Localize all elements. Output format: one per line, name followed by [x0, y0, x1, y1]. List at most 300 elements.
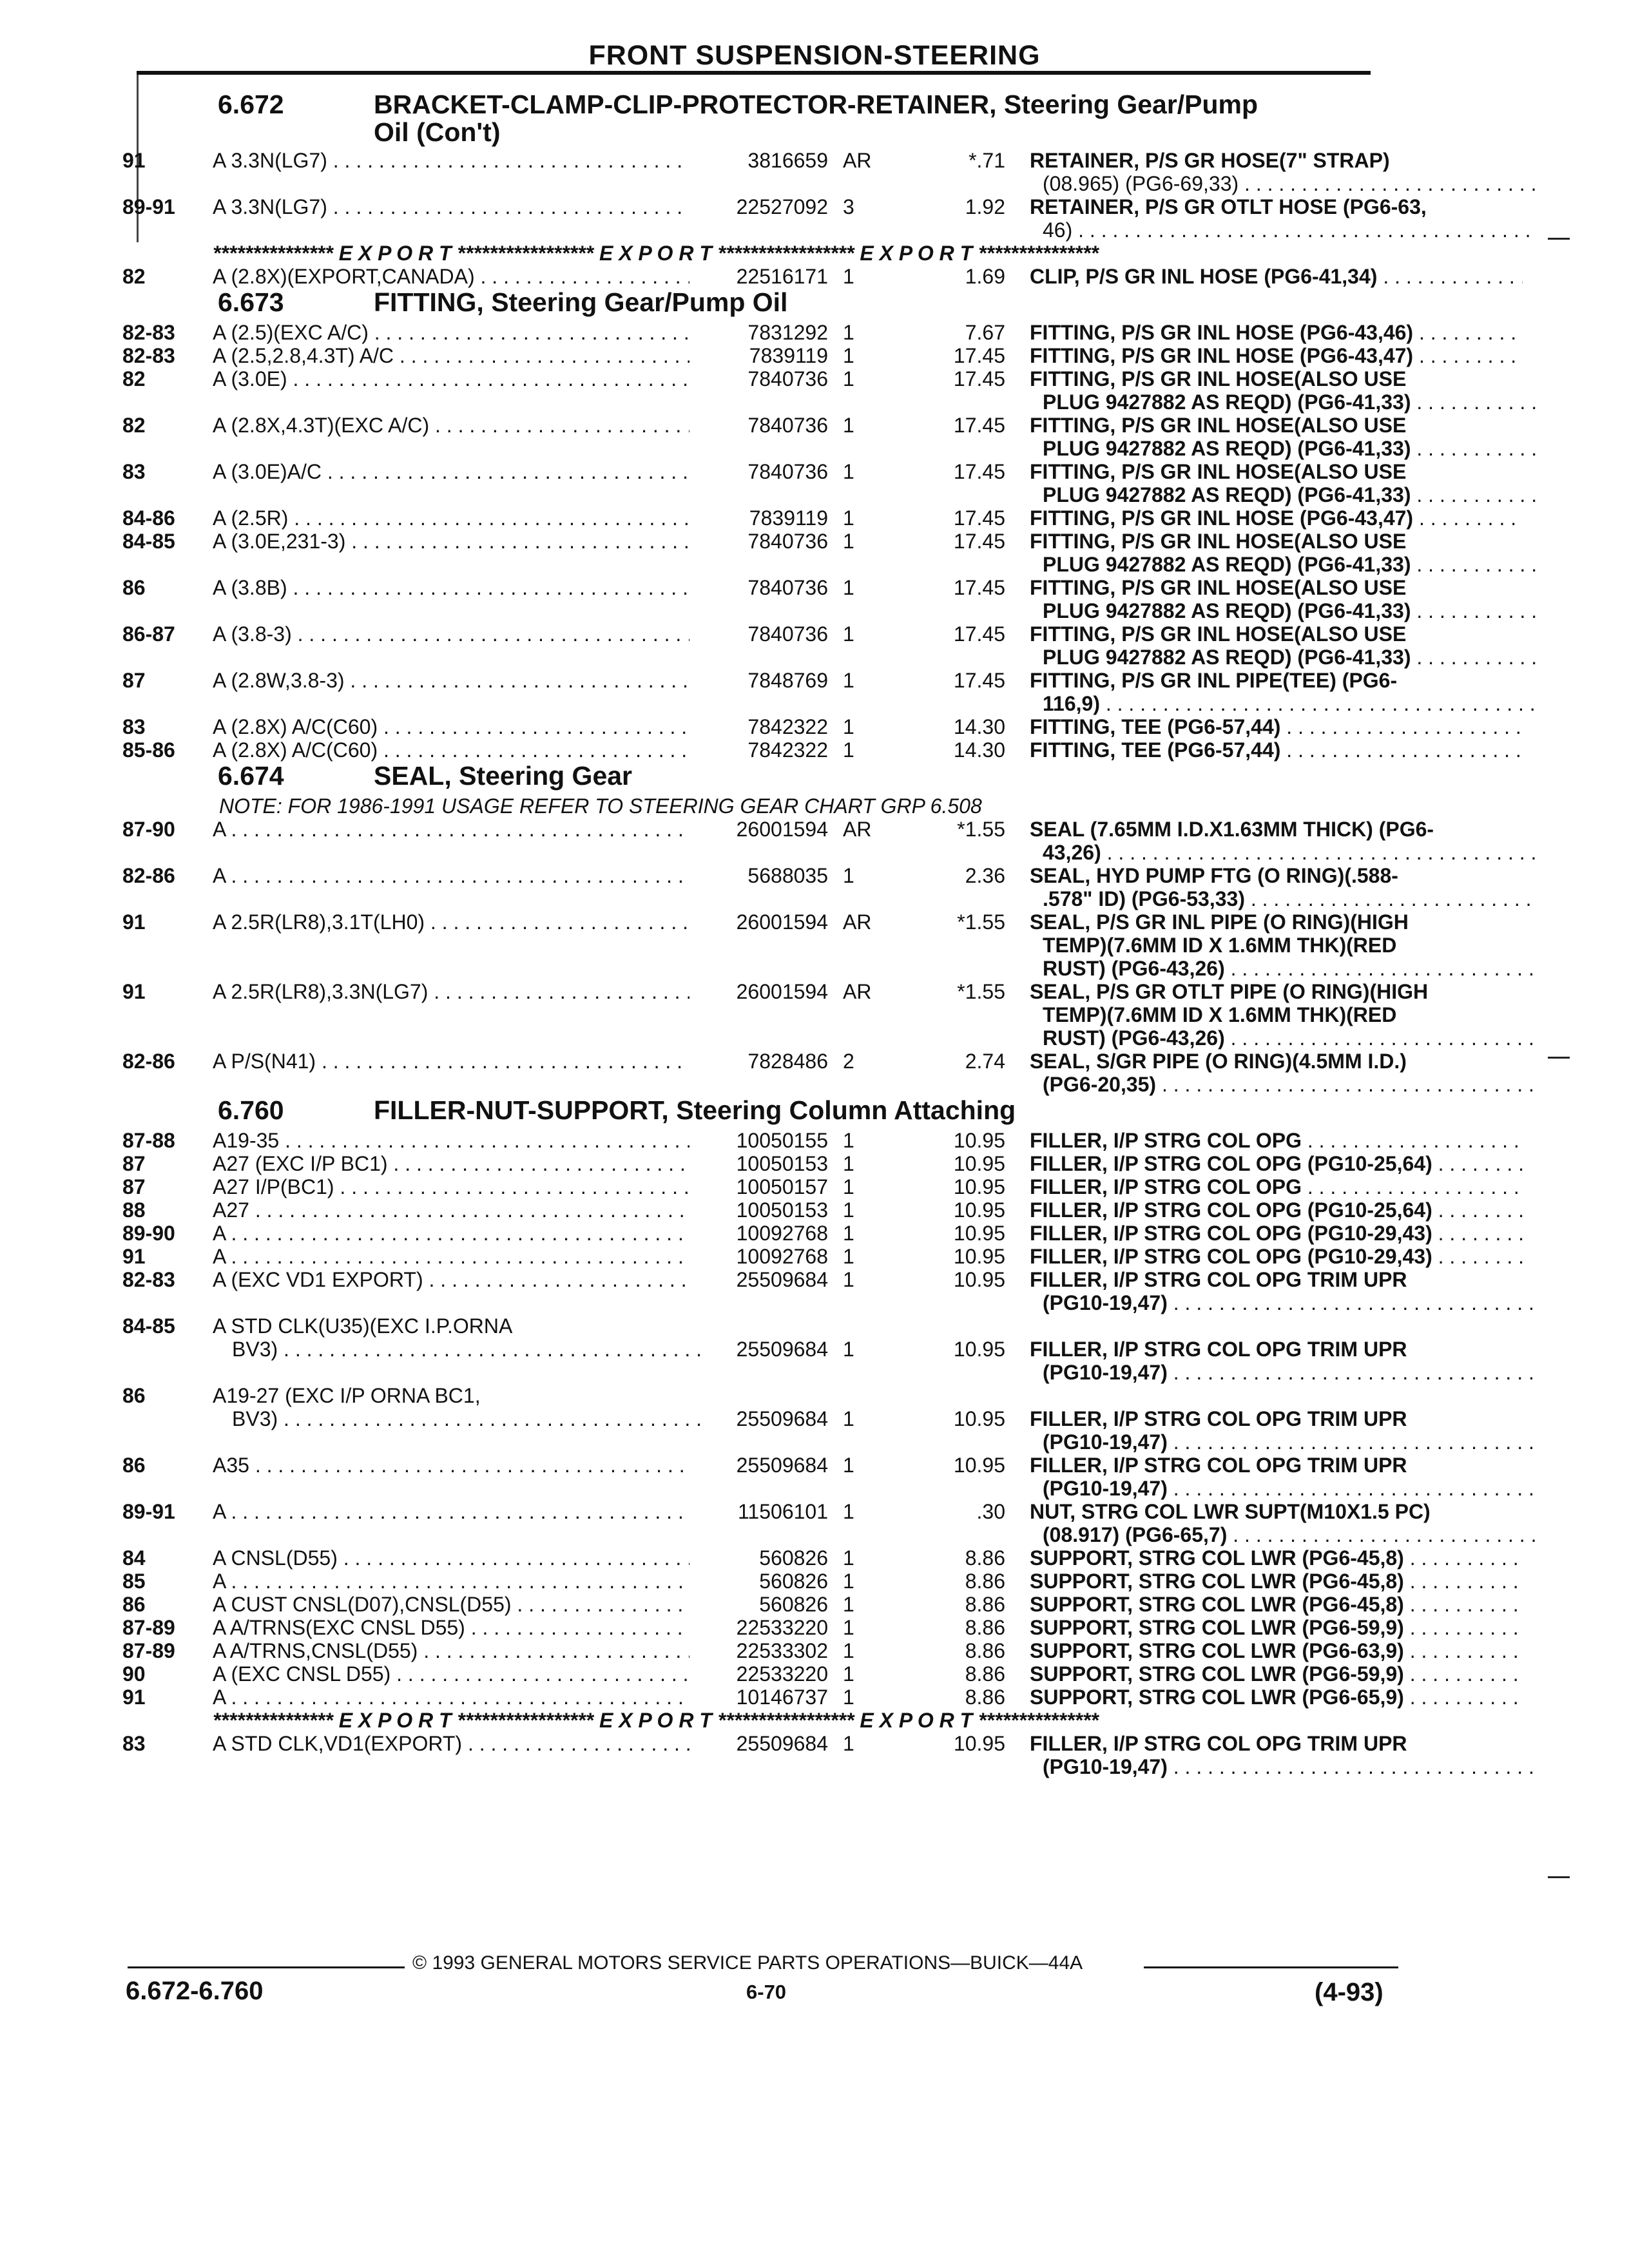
part-description: FILLER, I/P STRG COL OPG TRIM UPR: [1030, 1338, 1407, 1361]
quantity: 1: [843, 414, 854, 437]
price: 10.95: [953, 1407, 1005, 1430]
model-years: 82-83: [122, 1268, 175, 1291]
section-title: FILLER-NUT-SUPPORT, Steering Column Attaching: [374, 1095, 1016, 1125]
note-row: [122, 794, 1385, 818]
section-number: 6.673: [218, 287, 284, 317]
part-description-cont: (08.965) (PG6-69,33) . . .: [1043, 172, 1536, 195]
application: A (3.8B) . . .: [213, 576, 689, 599]
application: A (2.8X) A/C(C60) . . .: [213, 738, 689, 762]
quantity: 1: [843, 460, 854, 483]
list-item-continuation: [122, 553, 1411, 576]
model-years: 86: [122, 576, 146, 599]
price: 17.45: [953, 460, 1005, 483]
part-description: FILLER, I/P STRG COL OPG (PG10-29,43) . . .: [1030, 1245, 1523, 1268]
part-description-cont: PLUG 9427882 AS REQD) (PG6-41,33) . . .: [1043, 599, 1536, 622]
part-number: 25509684: [736, 1732, 828, 1755]
model-years: 82: [122, 367, 146, 390]
application: A 3.3N(LG7) . . .: [213, 195, 689, 218]
part-description: FITTING, TEE (PG6-57,44) . . .: [1030, 715, 1523, 738]
part-number: 10092768: [736, 1222, 828, 1245]
quantity: 1: [843, 1338, 854, 1361]
list-item-continuation: [122, 1026, 1385, 1050]
application: A 2.5R(LR8),3.1T(LH0) . . .: [213, 910, 689, 934]
part-description: FILLER, I/P STRG COL OPG (PG10-29,43) . . .: [1030, 1222, 1523, 1245]
price: 17.45: [953, 622, 1005, 646]
quantity: 1: [843, 1129, 854, 1152]
model-years: 89-91: [122, 195, 175, 218]
application: A (2.8W,3.8-3) . . .: [213, 669, 689, 692]
part-description-cont: (PG10-19,47) . . .: [1043, 1430, 1536, 1454]
part-number: 22516171: [736, 265, 828, 288]
application: A (EXC VD1 EXPORT) . . .: [213, 1268, 689, 1291]
section-title: BRACKET-CLAMP-CLIP-PROTECTOR-RETAINER, Steering Gear/Pump: [374, 90, 1258, 119]
part-description-cont: PLUG 9427882 AS REQD) (PG6-41,33) . . .: [1043, 553, 1536, 576]
list-item-continuation: [122, 957, 1385, 980]
part-description: FITTING, P/S GR INL HOSE (PG6-43,47) . . .: [1030, 506, 1523, 530]
part-number: 5688035: [747, 864, 828, 887]
part-number: 560826: [759, 1593, 828, 1616]
price: 7.67: [965, 321, 1005, 344]
quantity: 1: [843, 1222, 854, 1245]
model-years: 86: [122, 1593, 146, 1616]
model-years: 89-90: [122, 1222, 175, 1245]
model-years: 90: [122, 1662, 146, 1686]
part-description: FITTING, P/S GR INL HOSE(ALSO USE: [1030, 367, 1407, 390]
price: 10.95: [953, 1152, 1005, 1175]
model-years: 87-89: [122, 1639, 175, 1662]
list-item: [122, 1546, 1404, 1570]
list-item: [122, 1384, 1385, 1407]
list-item-continuation: [122, 599, 1411, 622]
part-description: FITTING, P/S GR INL HOSE(ALSO USE: [1030, 622, 1407, 646]
list-item-continuation: [122, 1755, 1385, 1778]
part-description: FITTING, P/S GR INL HOSE (PG6-43,46) . . .: [1030, 321, 1523, 344]
section-6674-rows: [122, 818, 1434, 1096]
part-number: 26001594: [736, 910, 828, 934]
application: A 3.3N(LG7) . . .: [213, 149, 689, 172]
quantity: 1: [843, 1175, 854, 1198]
list-item: [122, 910, 1409, 934]
part-number: 7831292: [747, 321, 828, 344]
footer-page-number: 6-70: [746, 1981, 787, 2003]
price: 17.45: [953, 530, 1005, 553]
part-description: SEAL, S/GR PIPE (O RING)(4.5MM I.D.): [1030, 1050, 1407, 1073]
part-description: FILLER, I/P STRG COL OPG (PG10-25,64) . . .: [1030, 1198, 1523, 1222]
part-description: FITTING, TEE (PG6-57,44) . . .: [1030, 738, 1523, 762]
section-heading-6673: [122, 287, 1385, 321]
quantity: AR: [843, 980, 872, 1003]
model-years: 84-85: [122, 530, 175, 553]
application: A27 I/P(BC1) . . .: [213, 1175, 689, 1198]
application: A A/TRNS(EXC CNSL D55) . . .: [213, 1616, 689, 1639]
application: A . . .: [213, 1222, 689, 1245]
application: A19-35 . . .: [213, 1129, 689, 1152]
part-description: RETAINER, P/S GR OTLT HOSE (PG6-63,: [1030, 195, 1427, 218]
application: A CUST CNSL(D07),CNSL(D55) . . .: [213, 1593, 689, 1616]
footer-copyright: © 1993 GENERAL MOTORS SERVICE PARTS OPERATIONS—BUICK—44A: [412, 1952, 1083, 1974]
part-number: 26001594: [736, 980, 828, 1003]
list-item: [122, 1175, 1385, 1198]
price: 8.86: [965, 1639, 1005, 1662]
list-item-continuation: [122, 1477, 1385, 1500]
part-description: SEAL, HYD PUMP FTG (O RING)(.588-: [1030, 864, 1398, 887]
list-item-continuation: [122, 1430, 1385, 1454]
price: *1.55: [957, 818, 1005, 841]
quantity: 1: [843, 715, 854, 738]
page-header-title: FRONT SUSPENSION-STEERING: [588, 40, 1041, 71]
list-item: [122, 367, 1407, 390]
section-number: 6.672: [218, 90, 284, 119]
quantity: 1: [843, 669, 854, 692]
part-description: FILLER, I/P STRG COL OPG TRIM UPR: [1030, 1407, 1407, 1430]
part-description: SUPPORT, STRG COL LWR (PG6-45,8) . . .: [1030, 1570, 1523, 1593]
list-item: [122, 669, 1398, 692]
application: A . . .: [213, 864, 689, 887]
application: A (2.5,2.8,4.3T) A/C . . .: [213, 344, 689, 367]
quantity: AR: [843, 149, 872, 172]
footer-date: (4-93): [1315, 1978, 1383, 2006]
quantity: 1: [843, 1593, 854, 1616]
list-item-continuation: [122, 1291, 1385, 1314]
export-banner-row: [122, 242, 1385, 265]
application: A . . .: [213, 1245, 689, 1268]
section-number: 6.760: [218, 1095, 284, 1125]
price: 2.74: [965, 1050, 1005, 1073]
price: *1.55: [957, 980, 1005, 1003]
quantity: 1: [843, 1639, 854, 1662]
list-item-continuation: [122, 437, 1411, 460]
quantity: 1: [843, 367, 854, 390]
price: .30: [976, 1500, 1005, 1523]
part-description-cont: (08.917) (PG6-65,7) . . .: [1043, 1523, 1536, 1546]
model-years: 86-87: [122, 622, 175, 646]
list-item: [122, 1732, 1407, 1755]
part-description-cont: (PG10-19,47) . . .: [1043, 1291, 1536, 1314]
section-heading-6760: [122, 1095, 1385, 1129]
list-item-continuation: [122, 646, 1411, 669]
part-number: 7840736: [747, 367, 828, 390]
margin-mark: [1548, 1876, 1570, 1878]
model-years: 84-85: [122, 1314, 175, 1338]
model-years: 83: [122, 460, 146, 483]
part-description: FILLER, I/P STRG COL OPG (PG10-25,64) . . .: [1030, 1152, 1523, 1175]
part-number: 7840736: [747, 414, 828, 437]
price: 10.95: [953, 1129, 1005, 1152]
list-item: [122, 980, 1429, 1003]
quantity: AR: [843, 910, 872, 934]
price: 14.30: [953, 738, 1005, 762]
price: 8.86: [965, 1546, 1005, 1570]
list-item: [122, 1314, 1385, 1338]
model-years: 91: [122, 910, 146, 934]
quantity: 1: [843, 1500, 854, 1523]
section-6760-rows: [122, 1129, 1432, 1778]
list-item-continuation: [122, 1003, 1397, 1026]
list-item-continuation: [122, 692, 1385, 715]
export-banner-row: [122, 1709, 1385, 1732]
part-number: 7842322: [747, 738, 828, 762]
quantity: 1: [843, 864, 854, 887]
part-number: 560826: [759, 1546, 828, 1570]
part-description: SUPPORT, STRG COL LWR (PG6-45,8) . . .: [1030, 1593, 1523, 1616]
model-years: 83: [122, 1732, 146, 1755]
list-item: [122, 1500, 1431, 1523]
list-item: [122, 576, 1407, 599]
usage-note: NOTE: FOR 1986-1991 USAGE REFER TO STEERING GEAR CHART GRP 6.508: [219, 794, 982, 818]
part-description: FITTING, P/S GR INL PIPE(TEE) (PG6-: [1030, 669, 1398, 692]
list-item: [122, 1639, 1404, 1662]
list-item-continuation: [122, 1361, 1385, 1384]
part-number: 25509684: [736, 1407, 828, 1430]
part-description: SUPPORT, STRG COL LWR (PG6-65,9) . . .: [1030, 1686, 1523, 1709]
list-item: [122, 1198, 1432, 1222]
part-description-cont: 116,9) . . .: [1043, 692, 1536, 715]
part-description: SEAL (7.65MM I.D.X1.63MM THICK) (PG6-: [1030, 818, 1434, 841]
application: A (2.5R) . . .: [213, 506, 689, 530]
model-years: 89-91: [122, 1500, 175, 1523]
list-item: [122, 149, 1390, 172]
application: A . . .: [213, 818, 689, 841]
part-number: 10092768: [736, 1245, 828, 1268]
model-years: 86: [122, 1384, 146, 1407]
section-number: 6.674: [218, 761, 284, 791]
price: 1.92: [965, 195, 1005, 218]
footer-rule-right: [1144, 1966, 1398, 1968]
application: A (2.8X,4.3T)(EXC A/C) . . .: [213, 414, 689, 437]
list-item: [122, 414, 1407, 437]
list-item-continuation: [122, 934, 1397, 957]
list-item: [122, 1245, 1432, 1268]
part-number: 22533302: [736, 1639, 828, 1662]
export-banner: *************** E X P O R T ***************** E X P O R T ***************** E X P O R T ***************: [213, 1709, 1099, 1732]
part-number: 7848769: [747, 669, 828, 692]
list-item: [122, 1686, 1404, 1709]
application: A19-27 (EXC I/P ORNA BC1,: [213, 1384, 481, 1407]
quantity: 1: [843, 738, 854, 762]
price: 10.95: [953, 1454, 1005, 1477]
model-years: 91: [122, 980, 146, 1003]
list-item: [122, 1050, 1407, 1073]
model-years: 91: [122, 149, 146, 172]
application: A (3.8-3) . . .: [213, 622, 689, 646]
list-item: [122, 1152, 1432, 1175]
price: *.71: [969, 149, 1005, 172]
part-description: FITTING, P/S GR INL HOSE(ALSO USE: [1030, 576, 1407, 599]
list-item-continuation: [122, 887, 1385, 910]
model-years: 91: [122, 1686, 146, 1709]
part-description-cont: (PG10-19,47) . . .: [1043, 1755, 1536, 1778]
application: A STD CLK,VD1(EXPORT) . . .: [213, 1732, 689, 1755]
application: A27 . . .: [213, 1198, 689, 1222]
part-description-cont: (PG10-19,47) . . .: [1043, 1361, 1536, 1384]
quantity: 1: [843, 576, 854, 599]
model-years: 87-89: [122, 1616, 175, 1639]
price: 2.36: [965, 864, 1005, 887]
footer-rule-left: [128, 1966, 405, 1968]
application: A P/S(N41) . . .: [213, 1050, 689, 1073]
list-item-continuation: [122, 218, 1385, 242]
application: A (3.0E) . . .: [213, 367, 689, 390]
list-item: [122, 715, 1385, 738]
quantity: 1: [843, 506, 854, 530]
list-item: [122, 530, 1407, 553]
part-number: 10146737: [736, 1686, 828, 1709]
part-description: FILLER, I/P STRG COL OPG . . .: [1030, 1175, 1523, 1198]
price: 17.45: [953, 344, 1005, 367]
part-description-cont: (PG6-20,35) . . .: [1043, 1073, 1536, 1096]
part-description-cont: (PG10-19,47) . . .: [1043, 1477, 1536, 1500]
part-number: 22527092: [736, 195, 828, 218]
model-years: 84: [122, 1546, 146, 1570]
list-item: [122, 1129, 1385, 1152]
part-description: FILLER, I/P STRG COL OPG TRIM UPR: [1030, 1454, 1407, 1477]
price: 8.86: [965, 1662, 1005, 1686]
model-years: 88: [122, 1198, 146, 1222]
part-description-cont: TEMP)(7.6MM ID X 1.6MM THK)(RED: [1043, 934, 1397, 957]
quantity: 1: [843, 530, 854, 553]
quantity: 1: [843, 622, 854, 646]
list-item: [122, 1662, 1404, 1686]
part-number: 3816659: [747, 149, 828, 172]
price: 8.86: [965, 1616, 1005, 1639]
list-item: [122, 818, 1434, 841]
part-number: 10050157: [736, 1175, 828, 1198]
part-description-cont: 43,26) . . .: [1043, 841, 1536, 864]
quantity: 1: [843, 1662, 854, 1686]
header-rule: [137, 71, 1371, 75]
part-number: 7842322: [747, 715, 828, 738]
part-number: 22533220: [736, 1616, 828, 1639]
part-description: SEAL, P/S GR INL PIPE (O RING)(HIGH: [1030, 910, 1409, 934]
list-item: [122, 1268, 1407, 1291]
application: A (2.5)(EXC A/C) . . .: [213, 321, 689, 344]
price: 10.95: [953, 1175, 1005, 1198]
price: 10.95: [953, 1268, 1005, 1291]
list-item-continuation: [122, 390, 1411, 414]
price: *1.55: [957, 910, 1005, 934]
list-item: [122, 506, 1414, 530]
list-item: [122, 321, 1414, 344]
model-years: 82-83: [122, 344, 175, 367]
list-item-continuation: [122, 1073, 1385, 1096]
application: A35 . . .: [213, 1454, 689, 1477]
list-item: [122, 344, 1414, 367]
quantity: 1: [843, 1407, 854, 1430]
part-number: 10050153: [736, 1152, 828, 1175]
model-years: 83: [122, 715, 146, 738]
part-number: 22533220: [736, 1662, 828, 1686]
model-years: 87: [122, 669, 146, 692]
list-item-continuation: [122, 1338, 1407, 1361]
part-description: FILLER, I/P STRG COL OPG . . .: [1030, 1129, 1523, 1152]
price: 17.45: [953, 367, 1005, 390]
part-description-cont: PLUG 9427882 AS REQD) (PG6-41,33) . . .: [1043, 483, 1536, 506]
application: A STD CLK(U35)(EXC I.P.ORNA: [213, 1314, 513, 1338]
export-banner: *************** E X P O R T ***************** E X P O R T ***************** E X P O R T ***************: [213, 242, 1099, 265]
price: 8.86: [965, 1686, 1005, 1709]
margin-mark: [1548, 1057, 1570, 1059]
part-description-cont: RUST) (PG6-43,26) . . .: [1043, 1026, 1536, 1050]
price: 14.30: [953, 715, 1005, 738]
parts-list: [122, 90, 1434, 1778]
quantity: 1: [843, 1732, 854, 1755]
part-number: 11506101: [738, 1500, 828, 1523]
section-title: SEAL, Steering Gear: [374, 761, 633, 791]
price: 10.95: [953, 1732, 1005, 1755]
price: 17.45: [953, 506, 1005, 530]
application: A . . .: [213, 1500, 689, 1523]
part-description-cont: PLUG 9427882 AS REQD) (PG6-41,33) . . .: [1043, 390, 1536, 414]
model-years: 87-90: [122, 818, 175, 841]
list-item-continuation: [122, 841, 1385, 864]
price: 17.45: [953, 414, 1005, 437]
section-heading-6672-cont: [122, 117, 1385, 149]
quantity: 1: [843, 1152, 854, 1175]
price: 10.95: [953, 1245, 1005, 1268]
part-number: 7840736: [747, 622, 828, 646]
section-6673-rows: [122, 321, 1414, 762]
application: A (3.0E,231-3) . . .: [213, 530, 689, 553]
part-number: 26001594: [736, 818, 828, 841]
list-item-continuation: [122, 172, 1385, 195]
part-number: 25509684: [736, 1454, 828, 1477]
part-number: 7839119: [749, 506, 828, 530]
part-description: SEAL, P/S GR OTLT PIPE (O RING)(HIGH: [1030, 980, 1429, 1003]
quantity: 2: [843, 1050, 854, 1073]
part-description: FITTING, P/S GR INL HOSE (PG6-43,47) . . .: [1030, 344, 1523, 367]
application-cont: BV3) . . .: [232, 1338, 709, 1361]
list-item-continuation: [122, 1407, 1407, 1430]
model-years: 87: [122, 1152, 146, 1175]
model-years: 82-83: [122, 321, 175, 344]
section-heading-6672: [122, 90, 1385, 123]
application: A (2.8X) A/C(C60) . . .: [213, 715, 689, 738]
list-item-continuation: [122, 483, 1411, 506]
model-years: 85-86: [122, 738, 175, 762]
part-number: 7840736: [747, 460, 828, 483]
part-description: SUPPORT, STRG COL LWR (PG6-45,8) . . .: [1030, 1546, 1523, 1570]
quantity: 1: [843, 1546, 854, 1570]
part-description: FITTING, P/S GR INL HOSE(ALSO USE: [1030, 530, 1407, 553]
margin-mark: [1548, 238, 1570, 240]
list-item: [122, 1222, 1432, 1245]
part-description: FITTING, P/S GR INL HOSE(ALSO USE: [1030, 414, 1407, 437]
part-number: 7839119: [749, 344, 828, 367]
part-description: SUPPORT, STRG COL LWR (PG6-63,9) . . .: [1030, 1639, 1523, 1662]
price: 8.86: [965, 1570, 1005, 1593]
footer-section-range: 6.672-6.760: [126, 1977, 264, 2005]
list-item: [122, 622, 1407, 646]
application-cont: BV3) . . .: [232, 1407, 709, 1430]
part-number: 10050155: [736, 1129, 828, 1152]
price: 8.86: [965, 1593, 1005, 1616]
quantity: 1: [843, 265, 854, 288]
price: 17.45: [953, 669, 1005, 692]
price: 1.69: [965, 265, 1005, 288]
quantity: 1: [843, 1616, 854, 1639]
section-title: FITTING, Steering Gear/Pump Oil: [374, 287, 788, 317]
list-item-continuation: [122, 1523, 1385, 1546]
list-item: [122, 195, 1427, 218]
section-title-cont: Oil (Con't): [374, 117, 501, 147]
model-years: 91: [122, 1245, 146, 1268]
part-description-cont: TEMP)(7.6MM ID X 1.6MM THK)(RED: [1043, 1003, 1397, 1026]
list-item: [122, 738, 1385, 762]
quantity: AR: [843, 818, 872, 841]
part-number: 25509684: [736, 1338, 828, 1361]
model-years: 85: [122, 1570, 146, 1593]
price: 17.45: [953, 576, 1005, 599]
